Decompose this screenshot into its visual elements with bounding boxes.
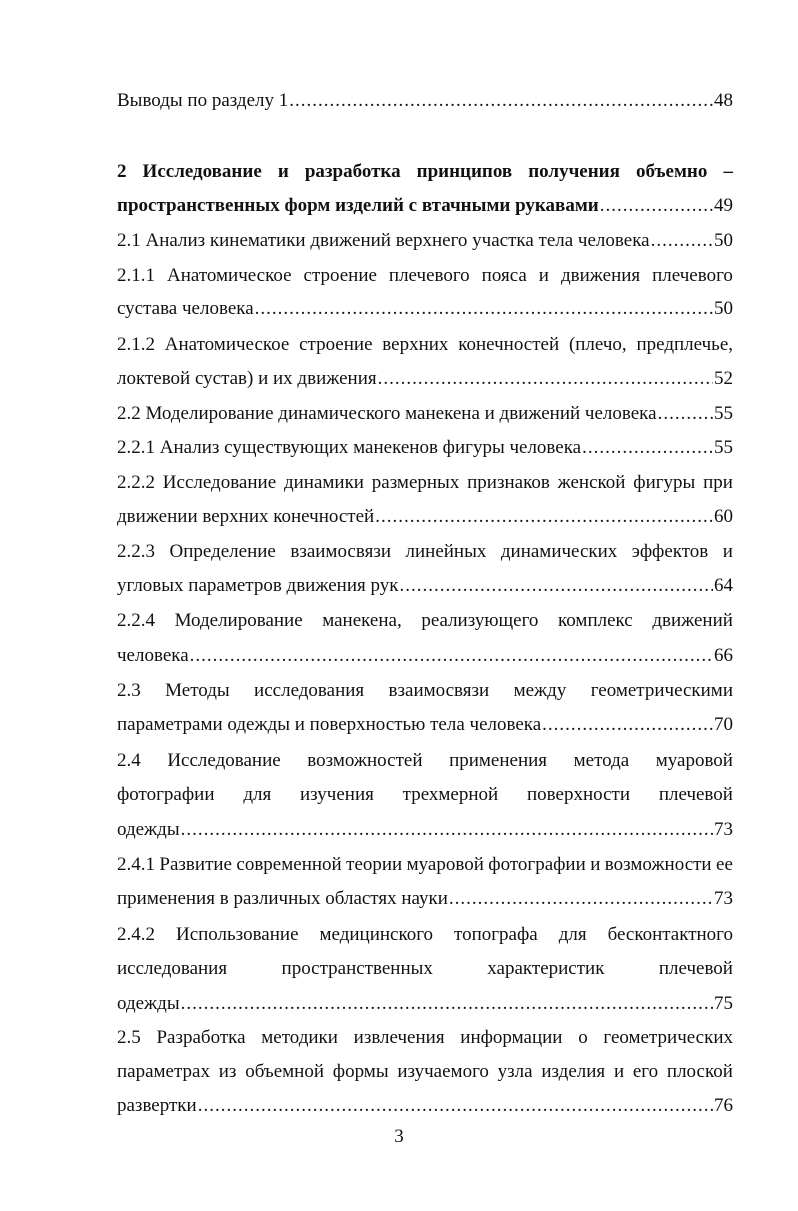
toc-page-number: 50 <box>714 230 733 251</box>
toc-text-fragment: и <box>277 161 289 182</box>
toc-text-fragment: формы <box>332 1061 389 1082</box>
toc-text-fragment: возможностей <box>307 750 423 771</box>
toc-text-fragment: конечностей <box>458 334 560 355</box>
toc-text-fragment: теории <box>346 854 403 875</box>
dot-leader <box>582 435 713 461</box>
toc-text-fragment: пространственных форм изделий с втачными рукавами <box>117 195 599 216</box>
toc-page-number: 48 <box>714 90 733 111</box>
toc-entry-2-5-line1 <box>117 1025 733 1051</box>
toc-page-number: 64 <box>714 575 733 596</box>
toc-text-fragment: угловых параметров движения рук <box>117 575 399 596</box>
toc-entry-2-1-2-line1 <box>117 332 733 358</box>
toc-text-fragment: плечевой <box>658 958 733 979</box>
toc-entry-2-4-1-line2 <box>117 886 733 912</box>
toc-text-fragment: динамики <box>283 472 364 493</box>
toc-text-fragment: параметрах <box>117 1061 210 1082</box>
toc-page-number: 49 <box>714 195 733 216</box>
toc-text-fragment: 2.2.3 <box>117 541 155 562</box>
toc-text-fragment: извлечения <box>353 1027 445 1048</box>
dot-leader <box>255 296 713 322</box>
toc-text-fragment: строение <box>303 265 377 286</box>
toc-text-fragment: и <box>722 541 733 562</box>
toc-text-fragment: характеристик <box>487 958 605 979</box>
toc-text-fragment: – <box>723 161 733 182</box>
toc-entry-2-3-line2 <box>117 712 733 738</box>
toc-entry-conclusions-1 <box>117 88 733 114</box>
toc-page-number: 50 <box>714 298 733 319</box>
dot-leader <box>651 228 713 254</box>
toc-text-fragment: Анатомическое <box>164 334 290 355</box>
toc-text-fragment: 2.1.1 <box>117 265 155 286</box>
toc-text-fragment: эффектов <box>631 541 709 562</box>
toc-text-fragment: исследования <box>254 680 365 701</box>
dot-leader <box>375 504 713 530</box>
toc-entry-2-3-line1 <box>117 678 733 704</box>
toc-text-fragment: 2.4.2 <box>117 924 155 945</box>
toc-page-number: 55 <box>714 403 733 424</box>
toc-text-fragment: комплекс <box>558 610 633 631</box>
toc-text-fragment: применения <box>449 750 548 771</box>
toc-text-fragment: 2.4.1 <box>117 854 155 875</box>
toc-text-fragment: исследования <box>117 958 228 979</box>
toc-entry-text: Выводы по разделу 1 <box>117 90 289 111</box>
toc-text-fragment: современной <box>236 854 342 875</box>
toc-entry-2-2-3-line2 <box>117 573 733 599</box>
toc-text-fragment: объемной <box>245 1061 324 1082</box>
toc-text-fragment: муаровой <box>406 854 484 875</box>
toc-text-fragment: топографа <box>454 924 538 945</box>
toc-text-fragment: пояса <box>481 265 527 286</box>
toc-text-fragment: верхних <box>382 334 449 355</box>
toc-text-fragment: параметрами одежды и поверхностью тела человека <box>117 714 542 735</box>
dot-leader <box>399 573 713 599</box>
toc-text-fragment: 2.4 <box>117 750 141 771</box>
toc-text-fragment: 2.3 <box>117 680 141 701</box>
toc-text-fragment: одежды <box>117 993 180 1014</box>
toc-text-fragment: информации <box>460 1027 563 1048</box>
toc-text-fragment: плечевого <box>388 265 470 286</box>
toc-text-fragment: движений <box>652 610 733 631</box>
dot-leader <box>658 401 713 427</box>
toc-text-fragment: 2.2 Моделирование динамического манекена и движений человека <box>117 403 657 424</box>
toc-text-fragment: 2.1 Анализ кинематики движений верхнего участка тела человека <box>117 230 650 251</box>
toc-chapter-2-line1 <box>117 159 733 185</box>
toc-text-fragment: Исследование <box>142 161 262 182</box>
toc-text-fragment: фигуры <box>633 472 696 493</box>
toc-text-fragment: между <box>513 680 567 701</box>
toc-entry-2-4-1-line1 <box>117 852 733 878</box>
toc-text-fragment: движения <box>560 265 641 286</box>
toc-text-fragment: 2.2.4 <box>117 610 155 631</box>
toc-text-fragment: изучения <box>300 784 374 805</box>
toc-text-fragment: ее <box>716 854 733 875</box>
toc-entry-2-4-line1 <box>117 748 733 774</box>
toc-text-fragment: Моделирование <box>174 610 303 631</box>
toc-entry-2-2-1 <box>117 435 733 461</box>
toc-text-fragment: пространственных <box>281 958 433 979</box>
dot-leader <box>190 643 713 669</box>
toc-text-fragment: 2.5 <box>117 1027 141 1048</box>
toc-text-fragment: изделия <box>541 1061 606 1082</box>
toc-text-fragment: для <box>558 924 587 945</box>
toc-text-fragment: получения <box>528 161 620 182</box>
toc-text-fragment: методики <box>261 1027 338 1048</box>
toc-page-number: 66 <box>714 645 733 666</box>
dot-leader <box>181 991 713 1017</box>
toc-text-fragment: 2.2.2 <box>117 472 155 493</box>
toc-page-number: 55 <box>714 437 733 458</box>
toc-entry-2-4-2-line3 <box>117 991 733 1017</box>
toc-text-fragment: линейных <box>405 541 487 562</box>
toc-text-fragment: разработка <box>304 161 401 182</box>
dot-leader <box>542 712 713 738</box>
dot-leader <box>600 193 713 219</box>
toc-text-fragment: признаков <box>467 472 550 493</box>
dot-leader <box>449 886 713 912</box>
toc-text-fragment: Определение <box>169 541 276 562</box>
toc-text-fragment: взаимосвязи <box>388 680 490 701</box>
toc-page-number: 76 <box>714 1095 733 1116</box>
dot-leader <box>378 366 713 392</box>
toc-page-number: 70 <box>714 714 733 735</box>
dot-leader <box>198 1093 713 1119</box>
toc-text-fragment: одежды <box>117 819 180 840</box>
toc-text-fragment: Исследование <box>167 750 281 771</box>
toc-entry-2-5-line2 <box>117 1059 733 1085</box>
toc-text-fragment: геометрических <box>603 1027 733 1048</box>
toc-entry-2-4-line3 <box>117 817 733 843</box>
toc-entry-2-2-2-line2 <box>117 504 733 530</box>
toc-text-fragment: и <box>590 854 601 875</box>
toc-text-fragment: плечевой <box>658 784 733 805</box>
toc-text-fragment: 2.1.2 <box>117 334 155 355</box>
toc-text-fragment: муаровой <box>655 750 733 771</box>
toc-text-fragment: манекена, <box>322 610 402 631</box>
toc-text-fragment: развертки <box>117 1095 197 1116</box>
toc-text-fragment: возможности <box>604 854 712 875</box>
toc-entry-2-1-2-line2 <box>117 366 733 392</box>
toc-text-fragment: сустава человека <box>117 298 254 319</box>
toc-text-fragment: плоской <box>666 1061 733 1082</box>
toc-text-fragment: плечевого <box>652 265 733 286</box>
toc-text-fragment: при <box>703 472 733 493</box>
toc-text-fragment: фотографии <box>117 784 215 805</box>
toc-page-number: 52 <box>714 368 733 389</box>
toc-text-fragment: и <box>613 1061 625 1082</box>
toc-entry-2-4-2-line2 <box>117 956 733 982</box>
toc-entry-2-2-2-line1 <box>117 470 733 496</box>
toc-text-fragment: для <box>243 784 272 805</box>
toc-text-fragment: женской <box>557 472 626 493</box>
toc-text-fragment: Использование <box>175 924 299 945</box>
toc-text-fragment: фотографии <box>488 854 586 875</box>
toc-text-fragment: предплечье, <box>636 334 733 355</box>
toc-text-fragment: строение <box>299 334 373 355</box>
toc-text-fragment: о <box>578 1027 588 1048</box>
toc-page-number: 60 <box>714 506 733 527</box>
toc-text-fragment: человека <box>117 645 189 666</box>
toc-page-number: 73 <box>714 819 733 840</box>
toc-entry-2-4-2-line1 <box>117 922 733 948</box>
toc-entry-2-5-line3 <box>117 1093 733 1119</box>
toc-entry-2-2-4-line1 <box>117 608 733 634</box>
toc-entry-2-4-line2 <box>117 782 733 808</box>
toc-entry-2-1 <box>117 228 733 254</box>
toc-text-fragment: бесконтактного <box>607 924 733 945</box>
toc-text-fragment: Развитие <box>159 854 232 875</box>
toc-text-fragment: поверхности <box>527 784 631 805</box>
toc-text-fragment: Исследование <box>162 472 277 493</box>
page-number: 3 <box>394 1126 404 1147</box>
toc-text-fragment: взаимосвязи <box>290 541 391 562</box>
toc-entry-2-1-1-line2 <box>117 296 733 322</box>
toc-entry-2-2 <box>117 401 733 427</box>
toc-entry-2-2-4-line2 <box>117 643 733 669</box>
dot-leader <box>289 88 713 114</box>
toc-text-fragment: геометрическими <box>590 680 733 701</box>
toc-text-fragment: локтевой сустав) и их движения <box>117 368 377 389</box>
toc-text-fragment: принципов <box>416 161 513 182</box>
toc-text-fragment: трехмерной <box>402 784 499 805</box>
toc-text-fragment: объемно <box>635 161 708 182</box>
toc-text-fragment: 2 <box>117 161 127 182</box>
toc-text-fragment: движении верхних конечностей <box>117 506 375 527</box>
toc-text-fragment: применения в различных областях науки <box>117 888 448 909</box>
toc-text-fragment: изучаемого <box>397 1061 489 1082</box>
toc-text-fragment: реализующего <box>421 610 539 631</box>
toc-entry-2-1-1-line1 <box>117 263 733 289</box>
toc-text-fragment: метода <box>573 750 630 771</box>
toc-text-fragment: Анатомическое <box>166 265 292 286</box>
toc-text-fragment: медицинского <box>319 924 434 945</box>
toc-text-fragment: Разработка <box>156 1027 246 1048</box>
toc-text-fragment: его <box>632 1061 659 1082</box>
dot-leader <box>181 817 713 843</box>
toc-text-fragment: (плечо, <box>568 334 627 355</box>
toc-text-fragment: динамических <box>500 541 618 562</box>
toc-text-fragment: узла <box>497 1061 533 1082</box>
toc-text-fragment: и <box>538 265 549 286</box>
toc-text-fragment: Методы <box>165 680 230 701</box>
toc-text-fragment: из <box>218 1061 237 1082</box>
toc-page-number: 73 <box>714 888 733 909</box>
toc-entry-2-2-3-line1 <box>117 539 733 565</box>
toc-chapter-2-line2 <box>117 193 733 219</box>
toc-text-fragment: размерных <box>371 472 460 493</box>
toc-page-number: 75 <box>714 993 733 1014</box>
toc-text-fragment: 2.2.1 Анализ существующих манекенов фигуры человека <box>117 437 582 458</box>
